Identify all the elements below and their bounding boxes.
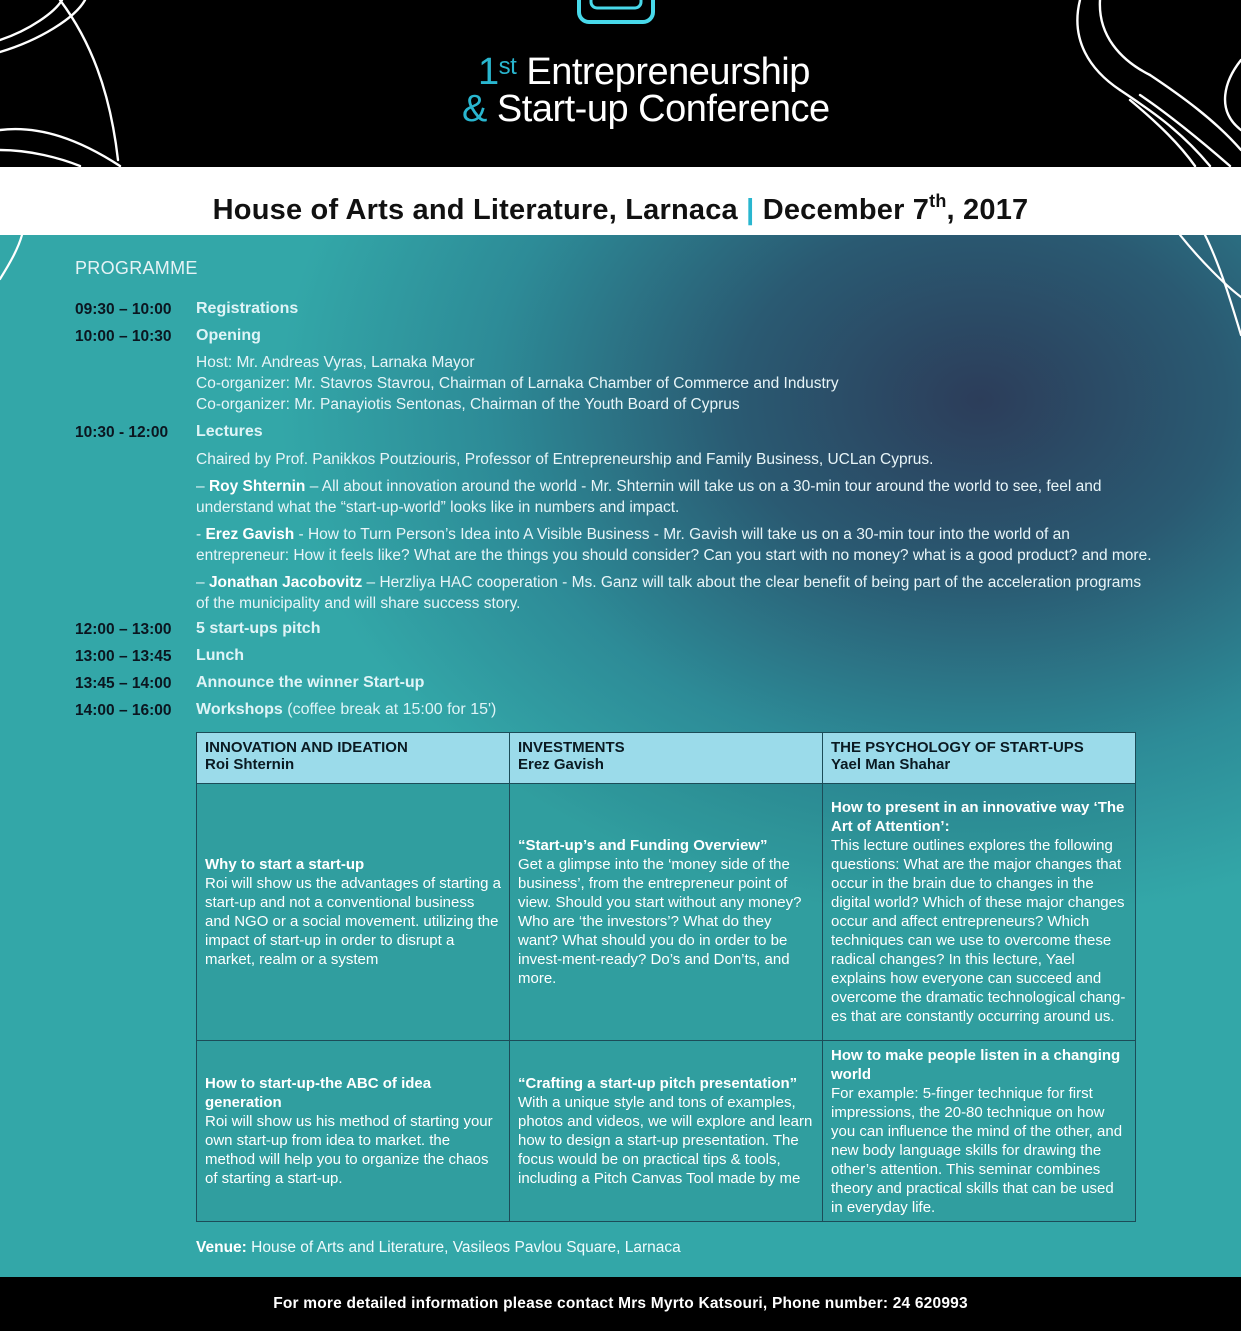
title-line-1 (478, 46, 810, 93)
lecture-item (196, 476, 1156, 518)
conference-logo-icon (575, 0, 657, 28)
time-slot: 13:00 – 13:45 (75, 648, 172, 665)
workshop-session-title: Why to start a start-up (205, 856, 365, 873)
time-slot: 10:30 - 12:00 (75, 424, 169, 441)
workshop-session-title: How to present in an innovative way ‘The Art of Attention’: (831, 799, 1125, 835)
title-ampersand: & (462, 88, 487, 130)
event-year: , 2017 (946, 194, 1029, 226)
lectures-chair: Chaired by Prof. Panikkos Poutziouris, Professor of Entrepreneurship and Family Business, UCLan Cyprus. (196, 451, 934, 468)
workshop-session-body: This lecture outlines explores the following questions: What are the major changes that occur in the brain due to changes in the digital world? Which of these major changes occur and affect entrepreneurs? Which techniques can we use to overcome these radical changes? In this lecture, Yael explains how everyone can succeed and overcome the dramatic technological chang-es that are constantly occurring around us. (831, 837, 1126, 1025)
workshop-column-header (197, 733, 510, 784)
workshop-column-header (510, 733, 823, 784)
workshops-table (196, 732, 1136, 1222)
time-slot: 09:30 – 10:00 (75, 301, 172, 318)
speaker-name: Jonathan Jacobovitz (208, 574, 363, 591)
workshop-cell (510, 1041, 823, 1222)
workshop-session-body: For example: 5-finger technique for first impressions, the 20-80 technique on how you can influence the mind of the other, and new body language skills for drawing the other’s attention. This seminar combines theory and practical skills that can be used in everyday life. (831, 1084, 1123, 1216)
header-banner (0, 0, 1241, 167)
lecture-prefix: – (196, 574, 209, 591)
workshop-session-body: Get a glimpse into the ‘money side of the business’, from the entrepreneur point of view. Should you start without any money? Who are ‘the investors’? What do they want? What should you do in order to be invest-ment-ready? Do’s and Don’ts, and more. (518, 856, 802, 987)
venue-label: Venue: (196, 1239, 247, 1256)
workshop-speaker: Roi Shternin (205, 756, 295, 773)
lecture-description: – Herzliya HAC cooperation - Ms. Ganz will talk about the clear benefit of being part of the acceleration programs of the municipality and will share success story. (196, 574, 1142, 612)
venue-separator: | (746, 194, 755, 226)
speaker-name: Erez Gavish (205, 526, 295, 543)
session-label (196, 701, 496, 719)
venue-date-bar (0, 167, 1241, 235)
venue-text: House of Arts and Literature, Vasileos Pavlou Square, Larnaca (246, 1239, 681, 1256)
lecture-description: – All about innovation around the world - Mr. Shternin will take us on a 30-min tour around the world to see, feel and understand what the “start-up-world” looks like in numbers and impact. (196, 478, 1102, 516)
venue-address (196, 1239, 681, 1257)
workshop-session-body: With a unique style and tons of examples, photos and videos, we will explore and learn how to design a start-up presentation. The focus would be on practical tips & tools, including a Pitch Canvas Tool made by me (518, 1094, 813, 1187)
time-slot: 12:00 – 13:00 (75, 621, 172, 638)
workshop-cell (823, 784, 1136, 1041)
contact-footer: For more detailed information please contact Mrs Myrto Katsouri, Phone number: 24 620993 (0, 1277, 1241, 1318)
table-row (197, 1041, 1136, 1222)
workshop-cell (823, 1041, 1136, 1222)
workshop-cell (197, 784, 510, 1041)
title-startup-conference: Start-up Conference (486, 88, 830, 130)
lecture-item (196, 572, 1156, 614)
workshop-cell (510, 784, 823, 1041)
opening-host: Host: Mr. Andreas Vyras, Larnaka Mayor (196, 354, 475, 371)
time-slot: 10:00 – 10:30 (75, 328, 172, 345)
lecture-item (196, 524, 1156, 566)
workshop-title: INVESTMENTS (518, 739, 625, 756)
session-label: Announce the winner Start-up (196, 674, 425, 691)
opening-coorganizer-1: Co-organizer: Mr. Stavros Stavrou, Chairman of Larnaka Chamber of Commerce and Industry (196, 375, 839, 392)
speaker-name: Roy Shternin (208, 478, 306, 495)
workshop-session-body: Roi will show us the advantages of starting a start-up and not a conventional business and NGO or a social movement. utilizing the impact of start-up in order to disrupt a market, realm or a system (205, 875, 501, 968)
session-label: Registrations (196, 300, 299, 317)
workshop-column-header (823, 733, 1136, 784)
workshop-session-title: “Start-up’s and Funding Overview” (518, 837, 768, 854)
workshop-title: THE PSYCHOLOGY OF START-UPS (831, 739, 1084, 756)
programme-heading: PROGRAMME (75, 258, 198, 278)
title-line-2 (462, 88, 830, 130)
session-label: Lectures (196, 423, 263, 440)
title-ordinal-suffix: st (498, 53, 517, 80)
workshops-header-row (197, 733, 1136, 784)
time-slot: 14:00 – 16:00 (75, 702, 172, 719)
event-date-suffix: th (929, 191, 947, 211)
title-ordinal-number: 1 (478, 51, 499, 93)
opening-coorganizer-2: Co-organizer: Mr. Panayiotis Sentonas, Chairman of the Youth Board of Cyprus (196, 396, 740, 413)
workshop-speaker: Yael Man Shahar (831, 756, 951, 773)
coffee-break-note: (coffee break at 15:00 for 15') (282, 701, 497, 718)
lecture-prefix: – (196, 478, 209, 495)
venue-place: House of Arts and Literature, Larnaca (212, 194, 747, 226)
workshops-label: Workshops (196, 701, 283, 718)
lecture-prefix: - (196, 526, 206, 543)
event-date: December 7 (754, 194, 930, 226)
workshop-session-title: “Crafting a start-up pitch presentation” (518, 1075, 798, 1092)
workshop-cell (197, 1041, 510, 1222)
table-row (197, 784, 1136, 1041)
title-ordinal (478, 51, 516, 93)
lecture-description: - How to Turn Person’s Idea into A Visible Business - Mr. Gavish will take us on a 30-min tour into the world of an entrepreneur: How it feels like? What are the things you should consider? Can you start with no money? what is a good product? and more. (196, 526, 1152, 564)
opening-details (196, 352, 1156, 415)
session-label: 5 start-ups pitch (196, 620, 321, 637)
session-label: Opening (196, 327, 261, 344)
workshop-session-body: Roi will show us his method of starting your own start-up from idea to market. the method will help you to organize the chaos of starting a start-up. (205, 1113, 493, 1187)
workshop-session-title: How to make people listen in a changing world (831, 1046, 1121, 1083)
title-word-entrepreneurship: Entrepreneurship (516, 51, 810, 93)
session-label: Lunch (196, 647, 244, 664)
workshop-title: INNOVATION AND IDEATION (205, 739, 408, 756)
workshop-session-title: How to start-up-the ABC of idea generation (205, 1075, 432, 1111)
programme-section (0, 235, 1241, 1277)
time-slot: 13:45 – 14:00 (75, 675, 172, 692)
workshop-speaker: Erez Gavish (518, 756, 604, 773)
